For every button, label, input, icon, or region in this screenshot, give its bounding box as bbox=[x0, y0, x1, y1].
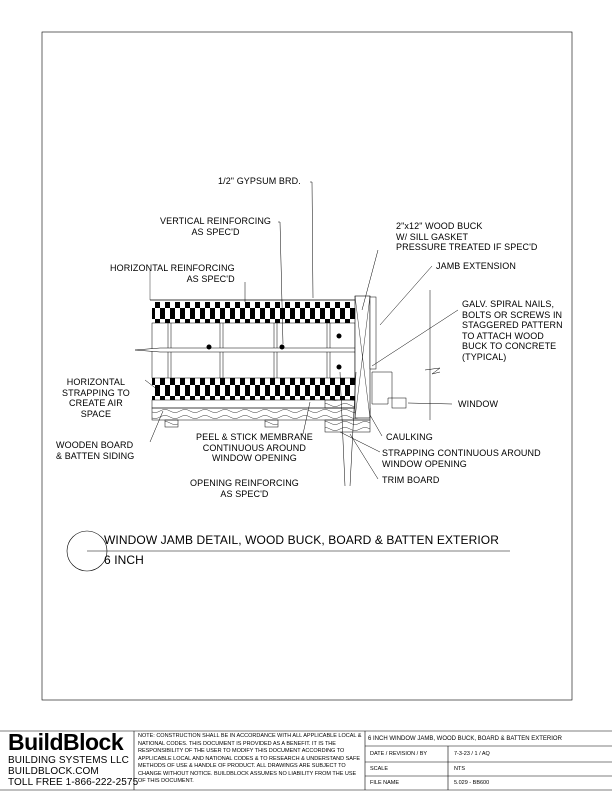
label-trim-board: TRIM BOARD bbox=[382, 475, 440, 485]
detail-title: WINDOW JAMB DETAIL, WOOD BUCK, BOARD & BATTEN EXTERIOR bbox=[104, 533, 499, 547]
label-horizontal-strapping: HORIZONTAL STRAPPING TO CREATE AIR SPACE bbox=[62, 377, 130, 419]
exterior-foam-panel bbox=[152, 378, 355, 400]
label-siding: WOODEN BOARD & BATTEN SIDING bbox=[56, 440, 135, 461]
row-value-file: 5.029 - BB600 bbox=[454, 780, 490, 786]
row-value-date: 7-3-23 / 1 / AQ bbox=[454, 751, 490, 757]
row-label-file: FILE NAME bbox=[370, 780, 400, 786]
label-jamb-extension: JAMB EXTENSION bbox=[436, 261, 516, 271]
row-label-scale: SCALE bbox=[370, 766, 389, 772]
label-nails: GALV. SPIRAL NAILS, BOLTS OR SCREWS IN STAGGERED PATTERN TO ATTACH WOOD BUCK TO CONCRETE (TYPICAL) bbox=[462, 299, 563, 362]
label-window: WINDOW bbox=[458, 399, 499, 409]
detail-subtitle: 6 INCH bbox=[104, 553, 144, 567]
wall-section bbox=[135, 270, 440, 432]
jamb-extension bbox=[370, 297, 376, 369]
company-name: BUILDING SYSTEMS LLC bbox=[8, 755, 129, 766]
window-frame bbox=[372, 372, 392, 404]
trim-board bbox=[325, 420, 370, 432]
label-membrane: PEEL & STICK MEMBRANE CONTINUOUS AROUND WINDOW OPENING bbox=[196, 432, 313, 463]
label-vertical-reinforcing: VERTICAL REINFORCING AS SPEC'D bbox=[160, 216, 272, 237]
website: BUILDBLOCK.COM bbox=[8, 766, 99, 777]
sheet-title: 6 INCH WINDOW JAMB, WOOD BUCK, BOARD & BATTEN EXTERIOR bbox=[368, 736, 562, 742]
phone: TOLL FREE 1-866-222-2575 bbox=[8, 777, 139, 788]
row-label-date: DATE / REVISION / BY bbox=[370, 751, 428, 757]
label-horizontal-reinforcing: HORIZONTAL REINFORCING AS SPEC'D bbox=[110, 263, 235, 284]
label-wood-buck: 2"x12" WOOD BUCK W/ SILL GASKET PRESSURE TREATED IF SPEC'D bbox=[396, 221, 538, 252]
label-caulking: CAULKING bbox=[386, 432, 433, 442]
interior-foam-panel bbox=[152, 302, 355, 323]
label-opening-reinforcing: OPENING REINFORCING AS SPEC'D bbox=[190, 478, 299, 499]
brand-logo: BuildBlock bbox=[8, 729, 124, 755]
label-strapping-continuous: STRAPPING CONTINUOUS AROUND WINDOW OPENING bbox=[382, 448, 541, 469]
row-value-scale: NTS bbox=[454, 766, 465, 772]
horizontal-rebar bbox=[135, 348, 355, 352]
board-siding bbox=[152, 408, 370, 420]
label-gypsum: 1/2" GYPSUM BRD. bbox=[218, 176, 301, 186]
disclaimer-note: NOTE: CONSTRUCTION SHALL BE IN ACCORDANCE WITH ALL APPLICABLE LOCAL & NATIONAL CODES. THIS DOCUMENT IS PROVIDED AS A BENEFIT. IT IS THE RESPONSIBILITY OF THE USER TO MODIFY THIS DOCUMENT ACCORDING TO APPLICABLE LOCAL AND NATIONAL CODES & TO RESEARCH & UNDERSTAND SAFE METHODS OF USE & HANDLE OF PRODUCT. ALL DRAWINGS ARE SUBJECT TO CHANGE WITHOUT NOTICE. BUILDBLOCK ASSUMES NO LIABILITY FROM THE USE OF THIS DOCUMENT. bbox=[138, 733, 362, 784]
